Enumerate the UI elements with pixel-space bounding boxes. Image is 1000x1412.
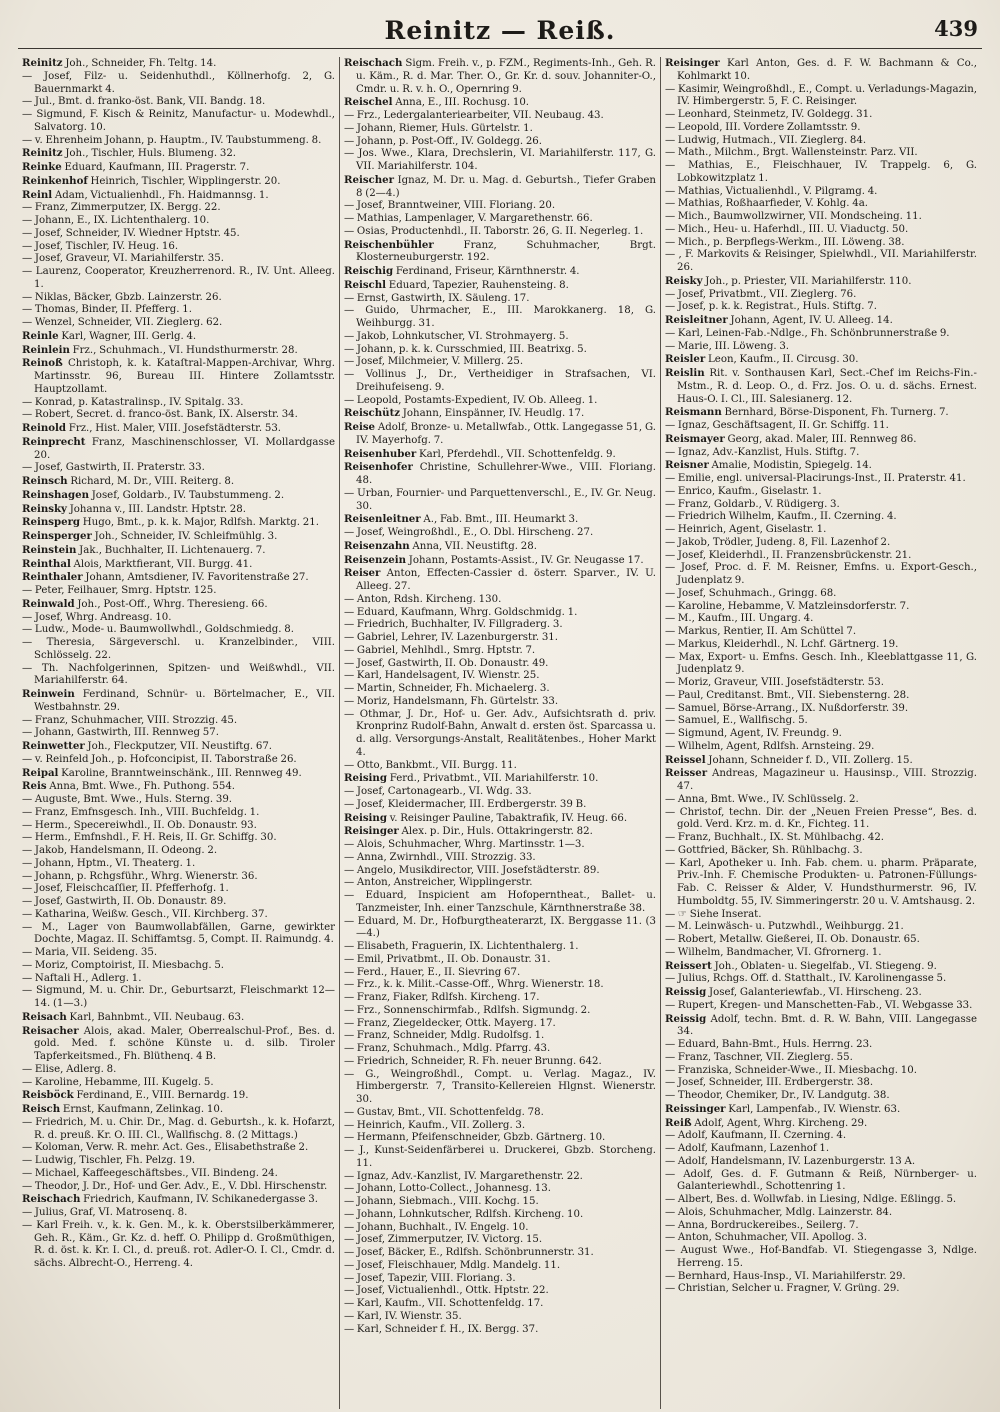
directory-entry: — Elise, Adlerg. 8. (22, 1063, 117, 1075)
directory-entry: — Friedrich, M. u. Chir. Dr., Mag. d. Geburtsh., k. k. Hofarzt, R. d. preuß. Kr. O. III. Cl., Wallfischg. 8. (2 Mittags.) (22, 1116, 335, 1141)
directory-entry: Reinitz Joh., Tischler, Huls. Blumeng. 32. (22, 147, 237, 160)
directory-entry: Reinitz Joh., Schneider, Fh. Teltg. 14. (22, 57, 217, 69)
directory-entry: — Karl, Kaufm., VII. Schottenfeldg. 17. (344, 1298, 544, 1309)
directory-entry: — Sigmund, F. Kisch & Reinitz, Manufactur- u. Modewhdl., Salvatorg. 10. (22, 109, 335, 133)
directory-entry: — Karl Freih. v., k. k. Gen. M., k. k. Oberstsilberkämmerer, Geh. R., Käm., Gr. Kz. d. heff. O. Philipp d. Großmüthigen, R. d. öst. k. Kr. I. Cl., d. preuß. rot. Adler-O. I. Cl., Cmdr. d. sächs. Albrecht-O., Herreng. 4. (22, 1219, 335, 1269)
directory-entry: — Leonhard, Steinmetz, IV. Goldegg. 31. (665, 109, 873, 120)
directory-entry: — Josef, Schuhmach., Gringg. 68. (665, 587, 837, 599)
directory-entry: — Moriz, Comptoirist, II. Miesbachg. 5. (22, 959, 225, 971)
directory-entry: Reinshagen Josef, Goldarb., IV. Taubstummeng. 2. (22, 488, 285, 501)
directory-entry: — Johann, Buchhalt., IV. Engelg. 10. (344, 1221, 529, 1233)
directory-entry: — Josef, Gastwirth, II. Ob. Donaustr. 49. (344, 657, 549, 669)
directory-entry: — Gustav, Bmt., VII. Schottenfeldg. 78. (344, 1106, 544, 1118)
directory-entry: Reisinger Alex. p. Dir., Huls. Ottakringerstr. 82. (344, 825, 593, 838)
directory-entry: Reisenzein Johann, Postamts-Assist., IV. Gr. Neugasse 17. (344, 553, 644, 566)
directory-entry: — Eduard, Kaufmann, Whrg. Goldschmidg. 1. (344, 606, 578, 618)
directory-entry: — Josef, Branntweiner, VIII. Floriang. 20. (344, 200, 556, 212)
directory-entry: — Josef, p. k. k. Registrat., Huls. Stiftg. 7. (665, 301, 877, 313)
directory-entry: — Friedrich, Schneider, R. Fh. neuer Brunng. 642. (344, 1055, 602, 1067)
directory-entry: — Josef, Gastwirth, II. Ob. Donaustr. 89. (22, 896, 227, 907)
directory-entry: — Ignaz, Adv.-Kanzlist, Huls. Stiftg. 7. (665, 446, 860, 458)
directory-entry: — Franziska, Schneider-Wwe., II. Miesbachg. 10. (665, 1064, 917, 1076)
directory-entry: Reinthal Alois, Marktfierant, VII. Burgg. 41. (22, 557, 253, 570)
directory-entry: Reinlein Frz., Schuhmach., VI. Hundsthurmerstr. 28. (22, 343, 298, 356)
directory-entry: — Ludwig, Hutmach., VII. Zieglerg. 84. (665, 134, 867, 146)
directory-entry: — Franz, Schneider, Mdlg. Rudolfsg. 1. (344, 1030, 545, 1042)
directory-entry: — Jakob, Handelsmann, II. Odeong. 2. (22, 845, 218, 856)
directory-entry: — Heinrich, Kaufm., VII. Zollerg. 3. (344, 1119, 526, 1131)
directory-entry: Reismann Bernhard, Börse-Disponent, Fh. Turnerg. 7. (665, 406, 949, 419)
directory-entry: — Enrico, Kaufm., Giselastr. 1. (665, 485, 822, 497)
directory-entry: — Anton, Rdsh. Kircheng. 130. (344, 593, 502, 605)
directory-entry: Reinoß Christoph, k. k. Kataſtral-Mappen-Archivar, Whrg. Martinsstr. 96, Bureau III. Hintere Zollamtsstr. Hauptzollamt. (22, 357, 335, 395)
directory-entry: — Jul., Bmt. d. franko-öst. Bank, VII. Bandg. 18. (22, 96, 266, 108)
directory-entry: — Johann, Gastwirth, III. Rennweg 57. (22, 727, 219, 739)
directory-entry: — Alois, Schuhmacher, Mdlg. Lainzerstr. 84. (665, 1206, 893, 1218)
directory-entry: Reinle Karl, Wagner, III. Gerlg. 4. (22, 329, 197, 342)
directory-entry: Reisler Leon, Kaufm., II. Circusg. 30. (665, 353, 859, 366)
directory-entry: — Karl, IV. Wienstr. 35. (344, 1310, 462, 1322)
directory-entry: Reisach Karl, Bahnbmt., VII. Neubaug. 63. (22, 1010, 245, 1023)
directory-entry: — Theresia, Särgeverschl. u. Kranzelbinder., VIII. Schlösselg. 22. (22, 637, 335, 661)
directory-entry: — Johann, Lohnkutscher, Rdlfsh. Kircheng. 10. (344, 1208, 584, 1220)
directory-entry: — Franz, Schuhmach., Mdlg. Pfarrg. 43. (344, 1043, 551, 1054)
directory-entry: Reiß Adolf, Agent, Whrg. Kircheng. 29. (665, 1116, 868, 1129)
directory-entry: — Jakob, Lohnkutscher, VI. Strohmayerg. 5. (344, 330, 569, 342)
directory-entry: Reisenhuber Karl, Pferdehdl., VII. Schottenfeldg. 9. (344, 447, 616, 460)
directory-entry: — Josef, Fleischhauer, Mdlg. Mandelg. 11. (344, 1259, 561, 1271)
directory-entry: — Samuel, E., Wallfischg. 5. (665, 715, 808, 727)
directory-entry: — Adolf, Ges. d. F. Gutmann & Reiß, Nürnberger- u. Galanteriewhdl., Schottenring 1. (665, 1168, 977, 1193)
directory-entry: — Julius, Graf, VI. Matrosenq. 8. (22, 1207, 188, 1218)
directory-entry: — Mich., Heu- u. Haferhdl., III. U. Viaductg. 50. (665, 223, 909, 235)
directory-entry: — Peter, Feilhauer, Smrg. Hptstr. 125. (22, 585, 217, 596)
directory-entry: — Johann, Lotto-Collect., Johannesg. 13. (344, 1183, 551, 1195)
directory-entry: Reising Ferd., Privatbmt., VII. Mariahilferstr. 10. (344, 772, 599, 785)
directory-entry: Reisser Andreas, Magazineur u. Hausinsp., VIII. Strozzig. 47. (665, 767, 977, 792)
directory-entry: — Franz, Zimmerputzer, IX. Bergg. 22. (22, 202, 221, 214)
directory-entry: Reischach Friedrich, Kaufmann, IV. Schikanedergasse 3. (22, 1193, 318, 1206)
column-middle (339, 57, 660, 1409)
directory-entry: — Jos. Wwe., Klara, Drechslerin, VI. Mariahilferstr. 117, G. VII. Mariahilferstr. 104. (344, 148, 656, 172)
directory-entry: — Josef, Weingroßhdl., E., O. Dbl. Hirscheng. 27. (344, 527, 594, 538)
directory-entry: — Johann, Siebmach., VIII. Kochg. 15. (344, 1196, 539, 1207)
directory-entry: — Johann, p. Post-Off., IV. Goldegg. 26. (344, 135, 543, 147)
directory-entry: — Franz, Emfnsgesch. Inh., VIII. Buchfeldg. 1. (22, 806, 260, 818)
directory-entry: — Laurenz, Cooperator, Kreuzherrenord. R., IV. Unt. Alleeg. 1. (22, 266, 335, 290)
directory-entry: — Jakob, Trödler, Judeng. 8, Fil. Lazenhof 2. (665, 536, 891, 548)
directory-entry: — Karoline, Hebamme, V. Matzleinsdorferstr. 7. (665, 600, 910, 612)
directory-entry: — Johann, Riemer, Huls. Gürtelstr. 1. (344, 122, 533, 134)
directory-entry: — Urban, Fournier- und Parquettenverschl., E., IV. Gr. Neug. 30. (344, 487, 656, 512)
directory-entry: — Eduard, Bahn-Bmt., Huls. Herrng. 23. (665, 1039, 873, 1050)
directory-entry: — Alois, Schuhmacher, Whrg. Martinsstr. 1—3. (344, 839, 585, 850)
directory-entry: — Franz, Taschner, VII. Zieglerg. 55. (665, 1051, 853, 1063)
column-right (660, 57, 981, 1409)
directory-entry: — Guido, Uhrmacher, E., III. Marokkanerg. 18, G. Weihburgg. 31. (344, 305, 656, 329)
directory-entry: Reipal Karoline, Branntweinschänk., III. Rennweg 49. (22, 766, 302, 779)
directory-entry: — Anna, Bordruckereibes., Seilerg. 7. (665, 1219, 859, 1231)
directory-entry: — Math., Milchm., Brgt. Wallensteinstr. Parz. VII. (665, 147, 918, 159)
directory-entry: Reissel Johann, Schneider f. D., VII. Zollerg. 15. (665, 753, 913, 766)
directory-entry: — Wilhelm, Agent, Rdlfsh. Arnsteing. 29. (665, 740, 875, 752)
directory-entry: — Mathias, Roßhaarfieder, V. Kohlg. 4a. (665, 198, 869, 210)
directory-entry: — Hermann, Pfeifenschneider, Gbzb. Gärtnerg. 10. (344, 1132, 606, 1144)
directory-entry: Reinold Frz., Hist. Maler, VIII. Josefstädterstr. 53. (22, 422, 282, 434)
directory-entry: Reinsch Richard, M. Dr., VIII. Reiterg. 8. (22, 475, 235, 487)
directory-entry: — M. Leinwäsch- u. Putzwhdl., Weihburgg. 21. (665, 921, 904, 933)
directory-entry: — Franz, Fiaker, Rdlfsh. Kircheng. 17. (344, 992, 540, 1003)
directory-entry: — Katharina, Weißw. Gesch., VII. Kirchberg. 37. (22, 908, 268, 920)
directory-entry: Reinwein Ferdinand, Schnür- u. Börtelmacher, E., VII. Westbahnstr. 29. (22, 688, 335, 713)
directory-entry: Reischel Anna, E., III. Rochusg. 10. (344, 96, 530, 109)
directory-entry: Reissert Joh., Oblaten- u. Siegelfab., VI. Stiegeng. 9. (665, 959, 937, 972)
directory-entry: — Johann, E., IX. Lichtenthalerg. 10. (22, 215, 210, 226)
directory-entry: — Theodor, J. Dr., Hof- und Ger. Adv., E., V. Dbl. Hirschenstr. (22, 1180, 328, 1192)
directory-entry: — Rupert, Kregen- und Manschetten-Fab., VI. Webgasse 33. (665, 999, 973, 1011)
directory-entry: — Thomas, Binder, II. Pfefferg. 1. (22, 304, 192, 316)
directory-entry: Reisch Ernst, Kaufmann, Zelinkag. 10. (22, 1103, 224, 1115)
directory-entry: — M., Kaufm., III. Ungarg. 4. (665, 613, 814, 625)
directory-entry: — Robert, Metallw. Gießerei, II. Ob. Donaustr. 65. (665, 934, 920, 945)
directory-entry: — Michael, Kaffeegeschäftsbes., VII. Bindeng. 24. (22, 1167, 278, 1179)
directory-entry: — Kasimir, Weingroßhdl., E., Compt. u. Verladungs-Magazin, IV. Himbergerstr. 5, F. C. Reisinger. (665, 83, 977, 108)
directory-entry: — Josef, Bäcker, E., Rdlfsh. Schönbrunnerstr. 31. (344, 1247, 594, 1258)
directory-entry: — Markus, Rentier, II. Am Schüttel 7. (665, 626, 857, 637)
directory-entry: — August Wwe., Hof-Bandfab. VI. Stiegengasse 3, Ndlge. Herreng. 15. (665, 1245, 977, 1269)
directory-entry: — J., Kunst-Seidenfärberei u. Druckerei, Gbzb. Storcheng. 11. (344, 1145, 656, 1169)
directory-entry: — Josef, Fleischcaſſier, II. Pfefferhofg. 1. (22, 883, 229, 895)
directory-entry: — Ignaz, Adv.-Kanzlist, IV. Margarethenstr. 22. (344, 1170, 583, 1182)
directory-entry: — Naftali H., Adlerg. 1. (22, 972, 142, 984)
directory-entry: — Gottfried, Bäcker, Sh. Rühlbachg. 3. (665, 844, 863, 856)
directory-entry: — Mathias, E., Fleischhauer, IV. Trappelg. 6, G. Lobkowitzplatz 1. (665, 160, 977, 184)
directory-entry: — Josef, Zimmerputzer, IV. Victorg. 15. (344, 1234, 543, 1246)
directory-entry: Reinsperger Joh., Schneider, IV. Schleifmühlg. 3. (22, 530, 278, 542)
directory-entry: — Anna, Zwirnhdl., VIII. Strozzig. 33. (344, 851, 536, 863)
directory-entry: — Julius, Rchgs. Off. d. Statthalt., IV. Karolinengasse 5. (665, 973, 947, 985)
directory-entry: Reischig Ferdinand, Friseur, Kärnthnerstr. 4. (344, 265, 580, 277)
directory-entry: — Josef, Kleiderhdl., II. Franzensbrückenstr. 21. (665, 549, 912, 561)
directory-entry: Reisenzahn Anna, VII. Neustiftg. 28. (344, 539, 537, 552)
directory-entry: — Adolf, Handelsmann, IV. Lazenburgerstr. 13 A. (665, 1155, 916, 1167)
directory-columns (18, 57, 982, 1409)
directory-entry: Reisky Joh., p. Priester, VII. Mariahilferstr. 110. (665, 274, 912, 287)
directory-entry: Reischl Eduard, Tapezier, Rauhensteing. 8. (344, 278, 569, 291)
running-head: Reinitz — Reiß. (384, 16, 616, 45)
directory-entry: — Ludwig, Tischler, Fh. Pelzg. 19. (22, 1155, 196, 1166)
directory-entry: Reisenleitner A., Fab. Bmt., III. Heumarkt 3. (344, 513, 579, 526)
directory-entry: — ☞ Siehe Inserat. (665, 908, 762, 920)
directory-entry: Reischütz Johann, Einspänner, IV. Heudlg. 17. (344, 407, 585, 420)
directory-entry: — Karl, Schneider f. H., IX. Bergg. 37. (344, 1323, 539, 1335)
directory-entry: Reisböck Ferdinand, E., VIII. Bernardg. 19. (22, 1089, 249, 1102)
directory-entry: — Koloman, Verw. R. mehr. Act. Ges., Elisabethstraße 2. (22, 1142, 309, 1154)
directory-entry: — Heinrich, Agent, Giselastr. 1. (665, 524, 827, 535)
directory-entry: — Herm., Specereiwhdl., II. Ob. Donaustr. 93. (22, 819, 257, 831)
directory-entry: — Josef, Milchmeier, V. Millerg. 25. (344, 356, 524, 368)
directory-entry: Reisleitner Johann, Agent, IV. U. Alleeg. 14. (665, 314, 893, 326)
directory-entry: — Josef, Cartonagearb., VI. Wdg. 33. (344, 786, 532, 797)
directory-entry: Reissinger Karl, Lampenfab., IV. Wienstr. 63. (665, 1102, 901, 1115)
directory-entry: — Josef, Proc. d. F. M. Reisner, Emfns. u. Export-Gesch., Judenplatz 9. (665, 562, 977, 586)
directory-entry: — Franz, Schuhmacher, VIII. Strozzig. 45. (22, 714, 238, 726)
directory-entry: Reischenbühler Franz, Schuhmacher, Brgt. Klosterneuburgerstr. 192. (344, 238, 656, 264)
directory-entry: — Josef, Schneider, III. Erdbergerstr. 38. (665, 1077, 874, 1089)
directory-entry: — Niklas, Bäcker, Gbzb. Lainzerstr. 26. (22, 291, 222, 303)
directory-entry: — Moriz, Graveur, VIII. Josefstädterstr. 53. (665, 677, 884, 688)
directory-entry: Reissig Adolf, techn. Bmt. d. R. W. Bahn, VIII. Langegasse 34. (665, 1012, 977, 1038)
directory-entry: — Josef, Filz- u. Seidenhuthdl., Köllnerhofg. 2, G. Bauernmarkt 4. (22, 70, 335, 95)
directory-entry: — Johann, p. k. k. Cursschmied, III. Beatrixg. 5. (344, 343, 587, 355)
directory-entry: — Anton, Schuhmacher, VII. Apollog. 3. (665, 1232, 867, 1244)
directory-entry: — Frz., Sonnenschirmfab., Rdlfsh. Sigmundg. 2. (344, 1004, 591, 1016)
directory-entry: — Anna, Bmt. Wwe., IV. Schlüsselg. 2. (665, 793, 859, 805)
directory-entry: Reinwald Joh., Post-Off., Whrg. Theresieng. 66. (22, 597, 268, 610)
directory-entry: — Angelo, Musikdirector, VIII. Josefstädterstr. 89. (344, 864, 600, 876)
directory-entry: — Samuel, Börse-Arrang., IX. Nußdorferstr. 39. (665, 702, 909, 714)
directory-entry: — Albert, Bes. d. Wollwfab. in Liesing, Ndlge. Eßlingg. 5. (665, 1194, 957, 1205)
directory-entry: — Markus, Kleiderhdl., N. Lchf. Gärtnerg. 19. (665, 638, 899, 650)
directory-entry: Reinwetter Joh., Fleckputzer, VII. Neustiftg. 67. (22, 740, 273, 752)
directory-entry: — Josef, Kleidermacher, III. Erdbergerstr. 39 B. (344, 798, 587, 810)
directory-entry: — Christian, Selcher u. Fragner, V. Grüng. 29. (665, 1283, 900, 1295)
directory-entry: — Mathias, Lampenlager, V. Margarethenstr. 66. (344, 213, 593, 224)
directory-entry: — Herm., Emfnshdl., F. H. Reis, II. Gr. Schiffg. 30. (22, 832, 277, 844)
directory-entry: — Josef, Tapezir, VIII. Floriang. 3. (344, 1272, 516, 1284)
directory-entry: — Wilhelm, Bandmacher, VI. Gfrornerg. 1. (665, 946, 882, 958)
directory-entry: — Leopold, III. Vordere Zollamtsstr. 9. (665, 121, 861, 133)
directory-entry: — v. Ehrenheim Johann, p. Hauptm., IV. Taubstummeng. 8. (22, 134, 322, 146)
directory-entry: Reinl Adam, Victualienhdl., Fh. Haidmannsg. 1. (22, 188, 269, 201)
directory-entry: — Konrad, p. Katastralinsp., IV. Spitalg. 33. (22, 396, 244, 408)
directory-entry: — Johann, Hptm., VI. Theaterg. 1. (22, 857, 196, 869)
directory-entry: — Gabriel, Lehrer, IV. Lazenburgerstr. 31. (344, 632, 559, 643)
directory-entry: Reinstein Jak., Buchhalter, II. Lichtenauerg. 7. (22, 543, 266, 556)
directory-entry: — Emil, Privatbmt., II. Ob. Donaustr. 31. (344, 953, 551, 965)
directory-entry: — M., Lager von Baumwollabfällen, Garne, gewirkter Dochte, Magaz. II. Schiffamtsg. 5, Compt. II. Raimundg. 4. (22, 921, 335, 946)
directory-entry: Reischer Ignaz, M. Dr. u. Mag. d. Geburtsh., Tiefer Graben 8 (2—4.) (344, 173, 656, 199)
directory-entry: Reinsperg Hugo, Bmt., p. k. k. Major, Rdlfsh. Marktg. 21. (22, 516, 319, 529)
directory-entry: — Mathias, Victualienhdl., V. Pilgramg. 4. (665, 185, 878, 197)
directory-entry: — v. Reinfeld Joh., p. Hofconcipist, II. Taborstraße 26. (22, 753, 297, 765)
directory-entry: — Otto, Bankbmt., VII. Burgg. 11. (344, 759, 517, 771)
directory-entry: — Mich., Baumwollzwirner, VII. Mondscheing. 11. (665, 211, 922, 222)
directory-entry: — Martin, Schneider, Fh. Michaelerg. 3. (344, 683, 550, 694)
directory-entry: — Moriz, Handelsmann, Fh. Gürtelstr. 33. (344, 695, 559, 707)
directory-entry: Reisacher Alois, akad. Maler, Oberrealschul-Prof., Bes. d. gold. Med. f. schöne Künste u. d. silb. Tiroler Tapferkeitsmed., Fh. Blüthenq. 4 B. (22, 1024, 335, 1062)
directory-entry: — Ludw., Mode- u. Baumwollwhdl., Goldschmiedg. 8. (22, 624, 294, 636)
directory-entry: — Adolf, Kaufmann, Lazenhof 1. (665, 1143, 830, 1154)
directory-entry: — Adolf, Kaufmann, II. Czerning. 4. (665, 1130, 847, 1142)
directory-entry: — Th. Nachfolgerinnen, Spitzen- und Weißwhdl., VII. Mariahilferstr. 64. (22, 662, 335, 687)
directory-entry: — Frz., Ledergalanteriearbeiter, VII. Neubaug. 43. (344, 110, 604, 121)
directory-entry: — Friedrich, Buchhalter, IV. Fillgraderg. 3. (344, 619, 563, 631)
directory-entry: Reinprecht Franz, Maschinenschlosser, VI. Mollardgasse 20. (22, 435, 335, 461)
directory-entry: — Josef, Victualienhdl., Ottk. Hptstr. 22. (344, 1285, 549, 1297)
directory-entry: — Sigmund, M. u. Chir. Dr., Geburtsarzt, Fleischmarkt 12—14. (1—3.) (22, 985, 335, 1009)
directory-entry: Reislin Rit. v. Sonthausen Karl, Sect.-Chef im Reichs-Fin.-Mstm., R. d. Leop. O., d. Frz. Jos. O. u. d. sächs. Ernest. Haus-O. I. Cl., III. Salesianerg. 12. (665, 367, 977, 405)
directory-entry: — Josef, Tischler, IV. Heug. 16. (22, 240, 179, 252)
directory-entry: Reinthaler Johann, Amtsdiener, IV. Favoritenstraße 27. (22, 571, 309, 584)
directory-entry: Reismayer Georg, akad. Maler, III. Rennweg 86. (665, 432, 917, 445)
directory-entry: — Vollinus J., Dr., Vertheidiger in Strafsachen, VI. Dreihufeiseng. 9. (344, 369, 656, 393)
directory-entry: — Wenzel, Schneider, VII. Zieglerg. 62. (22, 317, 223, 328)
directory-entry: — Frz., k. k. Milit.-Casse-Off., Whrg. Wienerstr. 18. (344, 979, 604, 991)
directory-entry: — Franz, Goldarb., V. Rüdigerg. 3. (665, 498, 840, 510)
page-header (18, 14, 982, 49)
directory-entry: — Johann, p. Rchgsführ., Whrg. Wienerstr. 36. (22, 870, 258, 882)
directory-entry: Reising v. Reisinger Pauline, Tabaktrafik, IV. Heug. 66. (344, 811, 628, 824)
directory-entry: — , F. Markovits & Reisinger, Spielwhdl., VII. Mariahilferstr. 26. (665, 249, 977, 273)
directory-entry: — Karoline, Hebamme, III. Kugelg. 5. (22, 1076, 214, 1088)
directory-entry: — Ernst, Gastwirth, IX. Säuleng. 17. (344, 292, 530, 304)
directory-entry: — Mich., p. Berpflegs-Werkm., III. Löweng. 38. (665, 236, 905, 248)
directory-entry: — Emilie, engl. universal-Placirungs-Inst., II. Praterstr. 41. (665, 473, 966, 484)
directory-entry: Reissig Josef, Galanteriewfab., VI. Hirscheng. 23. (665, 986, 922, 998)
directory-entry: Reiser Anton, Effecten-Cassier d. österr. Sparver., IV. U. Alleeg. 27. (344, 567, 656, 592)
directory-entry: — Leopold, Postamts-Expedient, IV. Ob. Alleeg. 1. (344, 394, 598, 406)
page-number: 439 (934, 16, 978, 41)
directory-entry: — Auguste, Bmt. Wwe., Huls. Sterng. 39. (22, 794, 233, 805)
directory-entry: Reisner Amalie, Modistin, Spiegelg. 14. (665, 459, 872, 472)
directory-entry: — Josef, Whrg. Andreasg. 10. (22, 611, 172, 623)
directory-entry: Reis Anna, Bmt. Wwe., Fh. Puthong. 554. (22, 780, 236, 793)
directory-entry: — Sigmund, Agent, IV. Freundg. 9. (665, 728, 842, 739)
directory-entry: — Ignaz, Geschäftsagent, II. Gr. Schiffg. 11. (665, 420, 889, 431)
directory-entry: Reise Adolf, Bronze- u. Metallwfab., Ottk. Langegasse 51, G. IV. Mayerhofg. 7. (344, 421, 656, 446)
directory-entry: — Josef, Gastwirth, II. Praterstr. 33. (22, 462, 205, 474)
directory-entry: Reischach Sigm. Freih. v., p. FZM., Regiments-Inh., Geh. R. u. Käm., R. d. Mar. Ther. O., Gr. Kr. d. souv. Johanniter-O., Cmdr. u. R. v. h. O., Opernring 9. (344, 57, 656, 95)
directory-entry: — Maria, VII. Seideng. 35. (22, 947, 158, 958)
directory-entry: — G., Weingroßhdl., Compt. u. Verlag. Magaz., IV. Himbergerstr. 7, Transito-Kellereien Hlgnst. Wienerstr. 30. (344, 1068, 656, 1105)
directory-entry: — Max, Export- u. Emfns. Gesch. Inh., Kleeblattgasse 11, G. Judenplatz 9. (665, 651, 977, 676)
directory-entry: — Robert, Secret. d. franco-öst. Bank, IX. Alserstr. 34. (22, 409, 298, 421)
directory-entry: Reisinger Karl Anton, Ges. d. F. W. Bachmann & Co., Kohlmarkt 10. (665, 57, 977, 82)
directory-entry: — Elisabeth, Fraguerin, IX. Lichtenthalerg. 1. (344, 941, 579, 952)
directory-entry: — Franz, Buchhalt., IX. St. Mühlbachg. 42. (665, 832, 885, 843)
directory-entry: — Anton, Anstreicher, Wipplingerstr. (344, 877, 533, 889)
directory-entry: — Ferd., Hauer, E., II. Sievring 67. (344, 966, 521, 978)
directory-entry: Reinke Eduard, Kaufmann, III. Pragerstr. 7. (22, 161, 250, 173)
directory-entry: Reinkenhof Heinrich, Tischler, Wipplingerstr. 20. (22, 174, 281, 187)
directory-entry: — Friedrich Wilhelm, Kaufm., II. Czerning. 4. (665, 511, 897, 523)
directory-entry: — Karl, Leinen-Fab.-Ndlge., Fh. Schönbrunnerstraße 9. (665, 327, 950, 339)
directory-entry: — Josef, Graveur, VI. Mariahilferstr. 35. (22, 253, 224, 265)
directory-entry: — Josef, Privatbmt., VII. Zieglerg. 76. (665, 288, 857, 300)
directory-entry: Reisenhofer Christine, Schullehrer-Wwe., VIII. Floriang. 48. (344, 461, 656, 486)
directory-entry: — Karl, Handelsagent, IV. Wienstr. 25. (344, 670, 540, 682)
directory-entry: Reinsky Johanna v., III. Landstr. Hptstr. 28. (22, 502, 247, 515)
directory-entry: — Marie, III. Löweng. 3. (665, 340, 790, 352)
directory-entry: — Eduard, M. Dr., Hofburgtheaterarzt, IX. Berggasse 11. (3—4.) (344, 915, 656, 940)
column-left (18, 57, 339, 1409)
directory-entry: — Bernhard, Haus-Insp., VI. Mariahilferstr. 29. (665, 1270, 906, 1282)
directory-entry: — Josef, Schneider, IV. Wiedner Hptstr. 45. (22, 227, 240, 239)
directory-entry: — Paul, Creditanst. Bmt., VII. Siebensterng. 28. (665, 689, 910, 701)
directory-entry: — Othmar, J. Dr., Hof- u. Ger. Adv., Aufsichtsrath d. priv. Kronprinz Rudolf-Bahn, Anwalt d. ersten öst. Sparcassa u. d. allg. Versorgungs-Anstalt, Realitätenbes., Hoher Markt 4. (344, 708, 656, 758)
directory-entry: — Franz, Ziegeldecker, Ottk. Mayerg. 17. (344, 1017, 556, 1029)
directory-entry: — Karl, Apotheker u. Inh. Fab. chem. u. pharm. Präparate, Priv.-Inh. F. Chemische Produkten- u. Patronen-Füllungs-Fab. C. Reisser & Alder, V. Hundsthurmerstr. 96, IV. Humboldtg. 55, IV. Simmeringerstr. 20 u. V. Amtshausg. 2. (665, 857, 977, 907)
directory-entry: — Gabriel, Mehlhdl., Smrg. Hptstr. 7. (344, 644, 536, 656)
directory-entry: — Osias, Productenhdl., II. Taborstr. 26, G. II. Negerleg. 1. (344, 225, 644, 237)
directory-entry: — Christof, techn. Dir. der „Neuen Freien Presse“, Bes. d. gold. Verd. Krz. m. d. Kr., Fichteg. 11. (665, 806, 977, 831)
directory-entry: — Eduard, Inspicient am Hofoperntheat., Ballet- u. Tanzmeister, Inh. einer Tanzschule, Kärnthnerstraße 38. (344, 890, 656, 914)
directory-entry: — Theodor, Chemiker, Dr., IV. Landgutg. 38. (665, 1090, 890, 1101)
